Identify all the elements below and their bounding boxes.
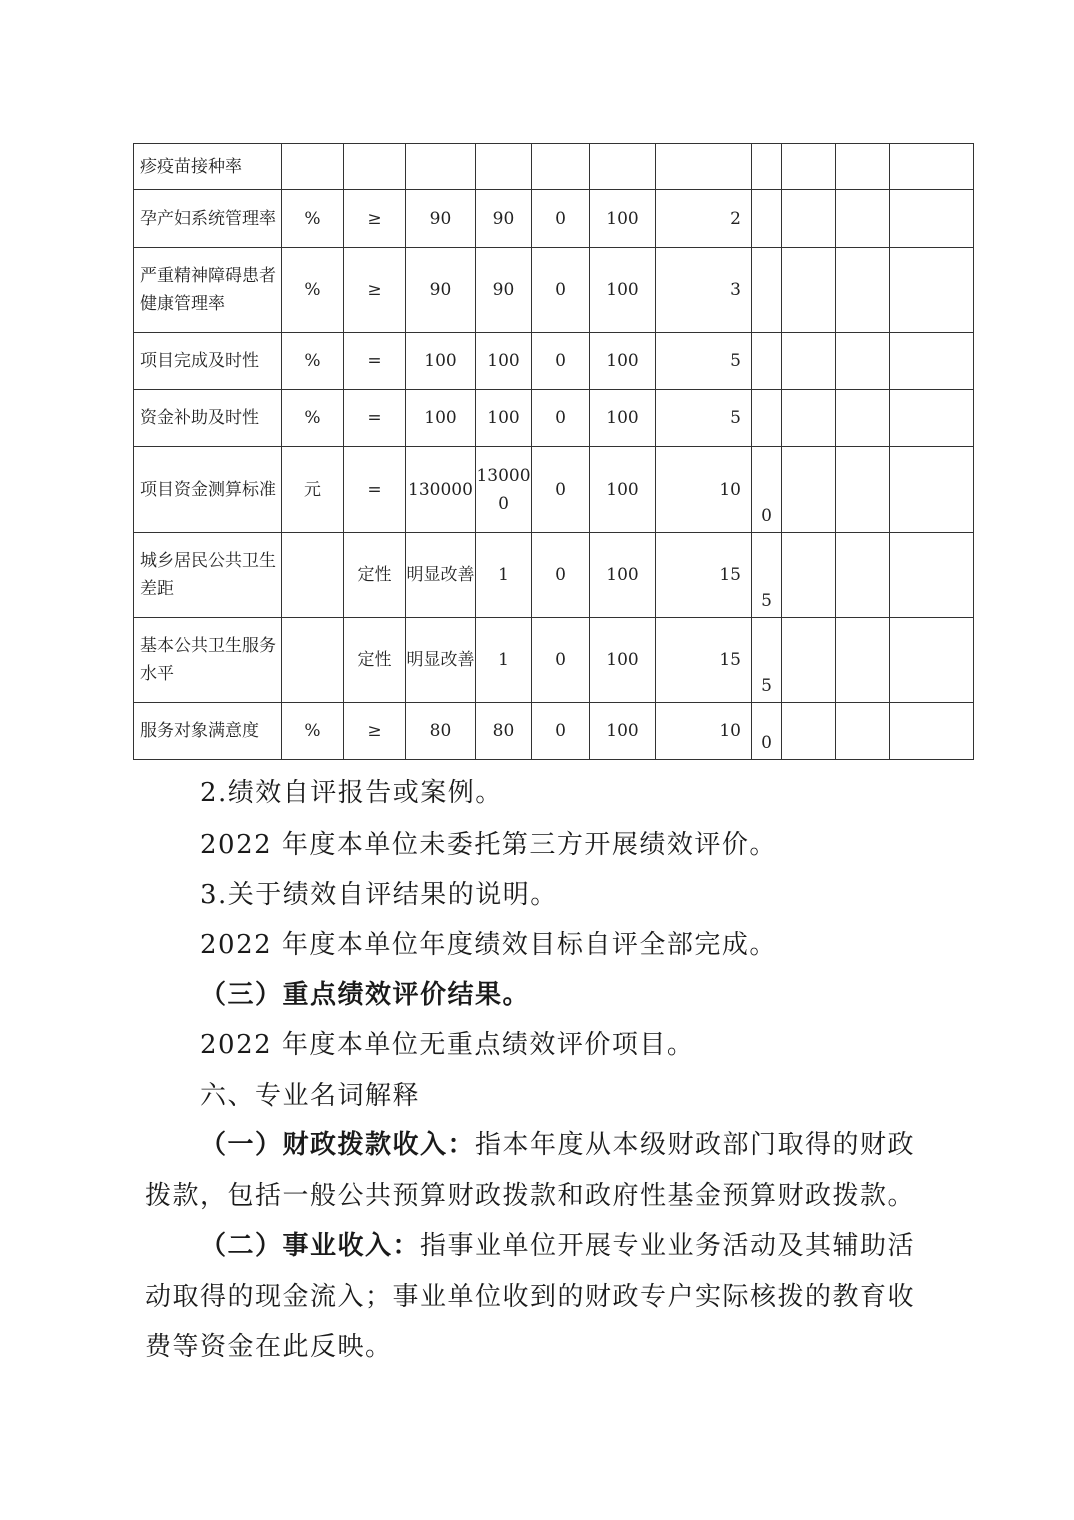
section-glossary-heading: 六、专业名词解释 [200, 1081, 421, 1111]
table-cell-empty [782, 618, 836, 703]
table-cell-c7: 100 [590, 703, 656, 760]
section-key-eval-heading-text: （三）重点绩效评价结果。 [200, 980, 531, 1010]
table-cell-c7: 100 [590, 190, 656, 248]
table-cell-weight: 2 [656, 190, 752, 248]
table-cell-c6: 0 [532, 248, 590, 333]
paragraph-self-eval-report: 2.绩效自评报告或案例。 [200, 778, 503, 808]
table-cell-c7: 100 [590, 533, 656, 618]
table-cell-target: 80 [406, 703, 476, 760]
table-row [134, 144, 974, 190]
table-cell-target: 100 [406, 333, 476, 390]
table-cell-name: 城乡居民公共卫生差距 [134, 533, 282, 618]
table-cell-target: 130000 [406, 447, 476, 533]
table-cell-actual: 100 [476, 333, 532, 390]
table-row [134, 190, 974, 248]
table-cell-actual: 100 [476, 390, 532, 447]
table-cell-empty [890, 248, 974, 333]
paragraph-self-eval-complete: 2022 年度本单位年度绩效目标自评全部完成。 [200, 930, 777, 960]
table-cell-weight: 3 [656, 248, 752, 333]
table-cell-empty [836, 618, 890, 703]
table-cell-op: 定性 [344, 618, 406, 703]
table-cell-empty [890, 618, 974, 703]
table-cell-empty [782, 390, 836, 447]
table-cell-c6: 0 [532, 703, 590, 760]
table-cell-empty [890, 703, 974, 760]
table-cell-empty [782, 333, 836, 390]
glossary-business-continued-2: 费等资金在此反映。 [145, 1332, 393, 1362]
glossary-fiscal-continued: 拨款，包括一般公共预算财政拨款和政府性基金预算财政拨款。 [145, 1181, 916, 1211]
table-cell-empty [890, 390, 974, 447]
table-cell-c7 [590, 144, 656, 190]
table-row [134, 533, 974, 618]
paragraph-no-key-eval: 2022 年度本单位无重点绩效评价项目。 [200, 1030, 695, 1060]
table-cell-target: 90 [406, 190, 476, 248]
table-row [134, 390, 974, 447]
table-cell-weight: 10 [656, 447, 752, 533]
table-cell-actual: 130000 [476, 447, 532, 533]
table-cell-empty [836, 703, 890, 760]
table-cell-empty [836, 390, 890, 447]
table-cell-target: 100 [406, 390, 476, 447]
paragraph-no-third-party: 2022 年度本单位未委托第三方开展绩效评价。 [200, 830, 777, 860]
table-cell-unit: % [282, 190, 344, 248]
paragraph-result-explanation: 3.关于绩效自评结果的说明。 [200, 880, 558, 910]
table-cell-weight: 15 [656, 533, 752, 618]
table-cell-op: 定性 [344, 533, 406, 618]
table-cell-c7: 100 [590, 390, 656, 447]
glossary-fiscal-appropriation [200, 1119, 1000, 1171]
table-cell-c6: 0 [532, 333, 590, 390]
table-cell-name: 项目资金测算标准 [134, 447, 282, 533]
table-cell-actual: 1 [476, 618, 532, 703]
table-cell-actual: 1 [476, 533, 532, 618]
glossary-def-fiscal: 指本年度从本级财政部门取得的财政 [475, 1130, 916, 1160]
table-cell-c6: 0 [532, 618, 590, 703]
table-cell-unit: 元 [282, 447, 344, 533]
table-cell-empty [782, 190, 836, 248]
table-cell-weight: 15 [656, 618, 752, 703]
table-cell-name: 疹疫苗接种率 [134, 144, 282, 190]
table-cell-c7: 100 [590, 447, 656, 533]
glossary-term-fiscal: （一）财政拨款收入： [200, 1130, 476, 1160]
table-cell-unit [282, 144, 344, 190]
table-cell-empty [782, 447, 836, 533]
table-cell-empty [836, 533, 890, 618]
table-cell-empty [890, 333, 974, 390]
table-cell-actual: 90 [476, 248, 532, 333]
table-cell-target: 90 [406, 248, 476, 333]
table-cell-score: 5 [752, 618, 782, 703]
table-row [134, 618, 974, 703]
table-cell-unit: % [282, 703, 344, 760]
table-cell-unit: % [282, 390, 344, 447]
table-row [134, 447, 974, 533]
table-cell-empty [836, 144, 890, 190]
table-cell-empty [890, 447, 974, 533]
table-cell-score: 0 [752, 703, 782, 760]
table-cell-op [344, 144, 406, 190]
table-cell-name: 严重精神障碍患者健康管理率 [134, 248, 282, 333]
table-cell-score [752, 190, 782, 248]
table-cell-score [752, 144, 782, 190]
table-cell-empty [890, 144, 974, 190]
table-cell-op: ≥ [344, 248, 406, 333]
table-cell-score [752, 248, 782, 333]
table-row [134, 248, 974, 333]
table-cell-name: 基本公共卫生服务水平 [134, 618, 282, 703]
table-cell-actual: 90 [476, 190, 532, 248]
table-cell-empty [890, 190, 974, 248]
table-cell-op: = [344, 390, 406, 447]
table-cell-unit [282, 618, 344, 703]
table-cell-op: = [344, 333, 406, 390]
glossary-business-continued-1: 动取得的现金流入；事业单位收到的财政专户实际核拨的教育收 [145, 1282, 916, 1312]
section-key-eval-heading [200, 969, 1000, 1021]
table-row [134, 333, 974, 390]
table-row [134, 703, 974, 760]
table-cell-empty [836, 248, 890, 333]
table-cell-weight: 10 [656, 703, 752, 760]
table-cell-score: 5 [752, 533, 782, 618]
table-cell-unit: % [282, 333, 344, 390]
table-cell-name: 项目完成及时性 [134, 333, 282, 390]
table-cell-empty [782, 144, 836, 190]
table-cell-empty [782, 248, 836, 333]
table-cell-empty [890, 533, 974, 618]
table-cell-unit: % [282, 248, 344, 333]
table-cell-weight [656, 144, 752, 190]
table-cell-score [752, 390, 782, 447]
table-cell-empty [836, 190, 890, 248]
table-cell-target [406, 144, 476, 190]
table-cell-c6: 0 [532, 390, 590, 447]
table-cell-empty [782, 703, 836, 760]
table-cell-op: ≥ [344, 190, 406, 248]
table-cell-c6 [532, 144, 590, 190]
glossary-def-business: 指事业单位开展专业业务活动及其辅助活 [420, 1231, 916, 1261]
table-cell-weight: 5 [656, 333, 752, 390]
table-cell-name: 孕产妇系统管理率 [134, 190, 282, 248]
table-cell-empty [836, 333, 890, 390]
table-cell-op: = [344, 447, 406, 533]
table-cell-target: 明显改善 [406, 618, 476, 703]
table-cell-unit [282, 533, 344, 618]
table-cell-empty [782, 533, 836, 618]
table-cell-name: 服务对象满意度 [134, 703, 282, 760]
table-cell-target: 明显改善 [406, 533, 476, 618]
glossary-term-business: （二）事业收入： [200, 1231, 421, 1261]
table-cell-c7: 100 [590, 248, 656, 333]
performance-table [133, 143, 974, 760]
table-cell-c7: 100 [590, 618, 656, 703]
table-cell-actual: 80 [476, 703, 532, 760]
table-cell-c6: 0 [532, 190, 590, 248]
table-cell-weight: 5 [656, 390, 752, 447]
table-cell-op: ≥ [344, 703, 406, 760]
table-cell-c6: 0 [532, 533, 590, 618]
table-cell-c7: 100 [590, 333, 656, 390]
glossary-business-income [200, 1220, 1000, 1272]
table-cell-empty [836, 447, 890, 533]
table-cell-name: 资金补助及时性 [134, 390, 282, 447]
table-cell-actual [476, 144, 532, 190]
table-cell-score: 0 [752, 447, 782, 533]
table-cell-c6: 0 [532, 447, 590, 533]
table-cell-score [752, 333, 782, 390]
